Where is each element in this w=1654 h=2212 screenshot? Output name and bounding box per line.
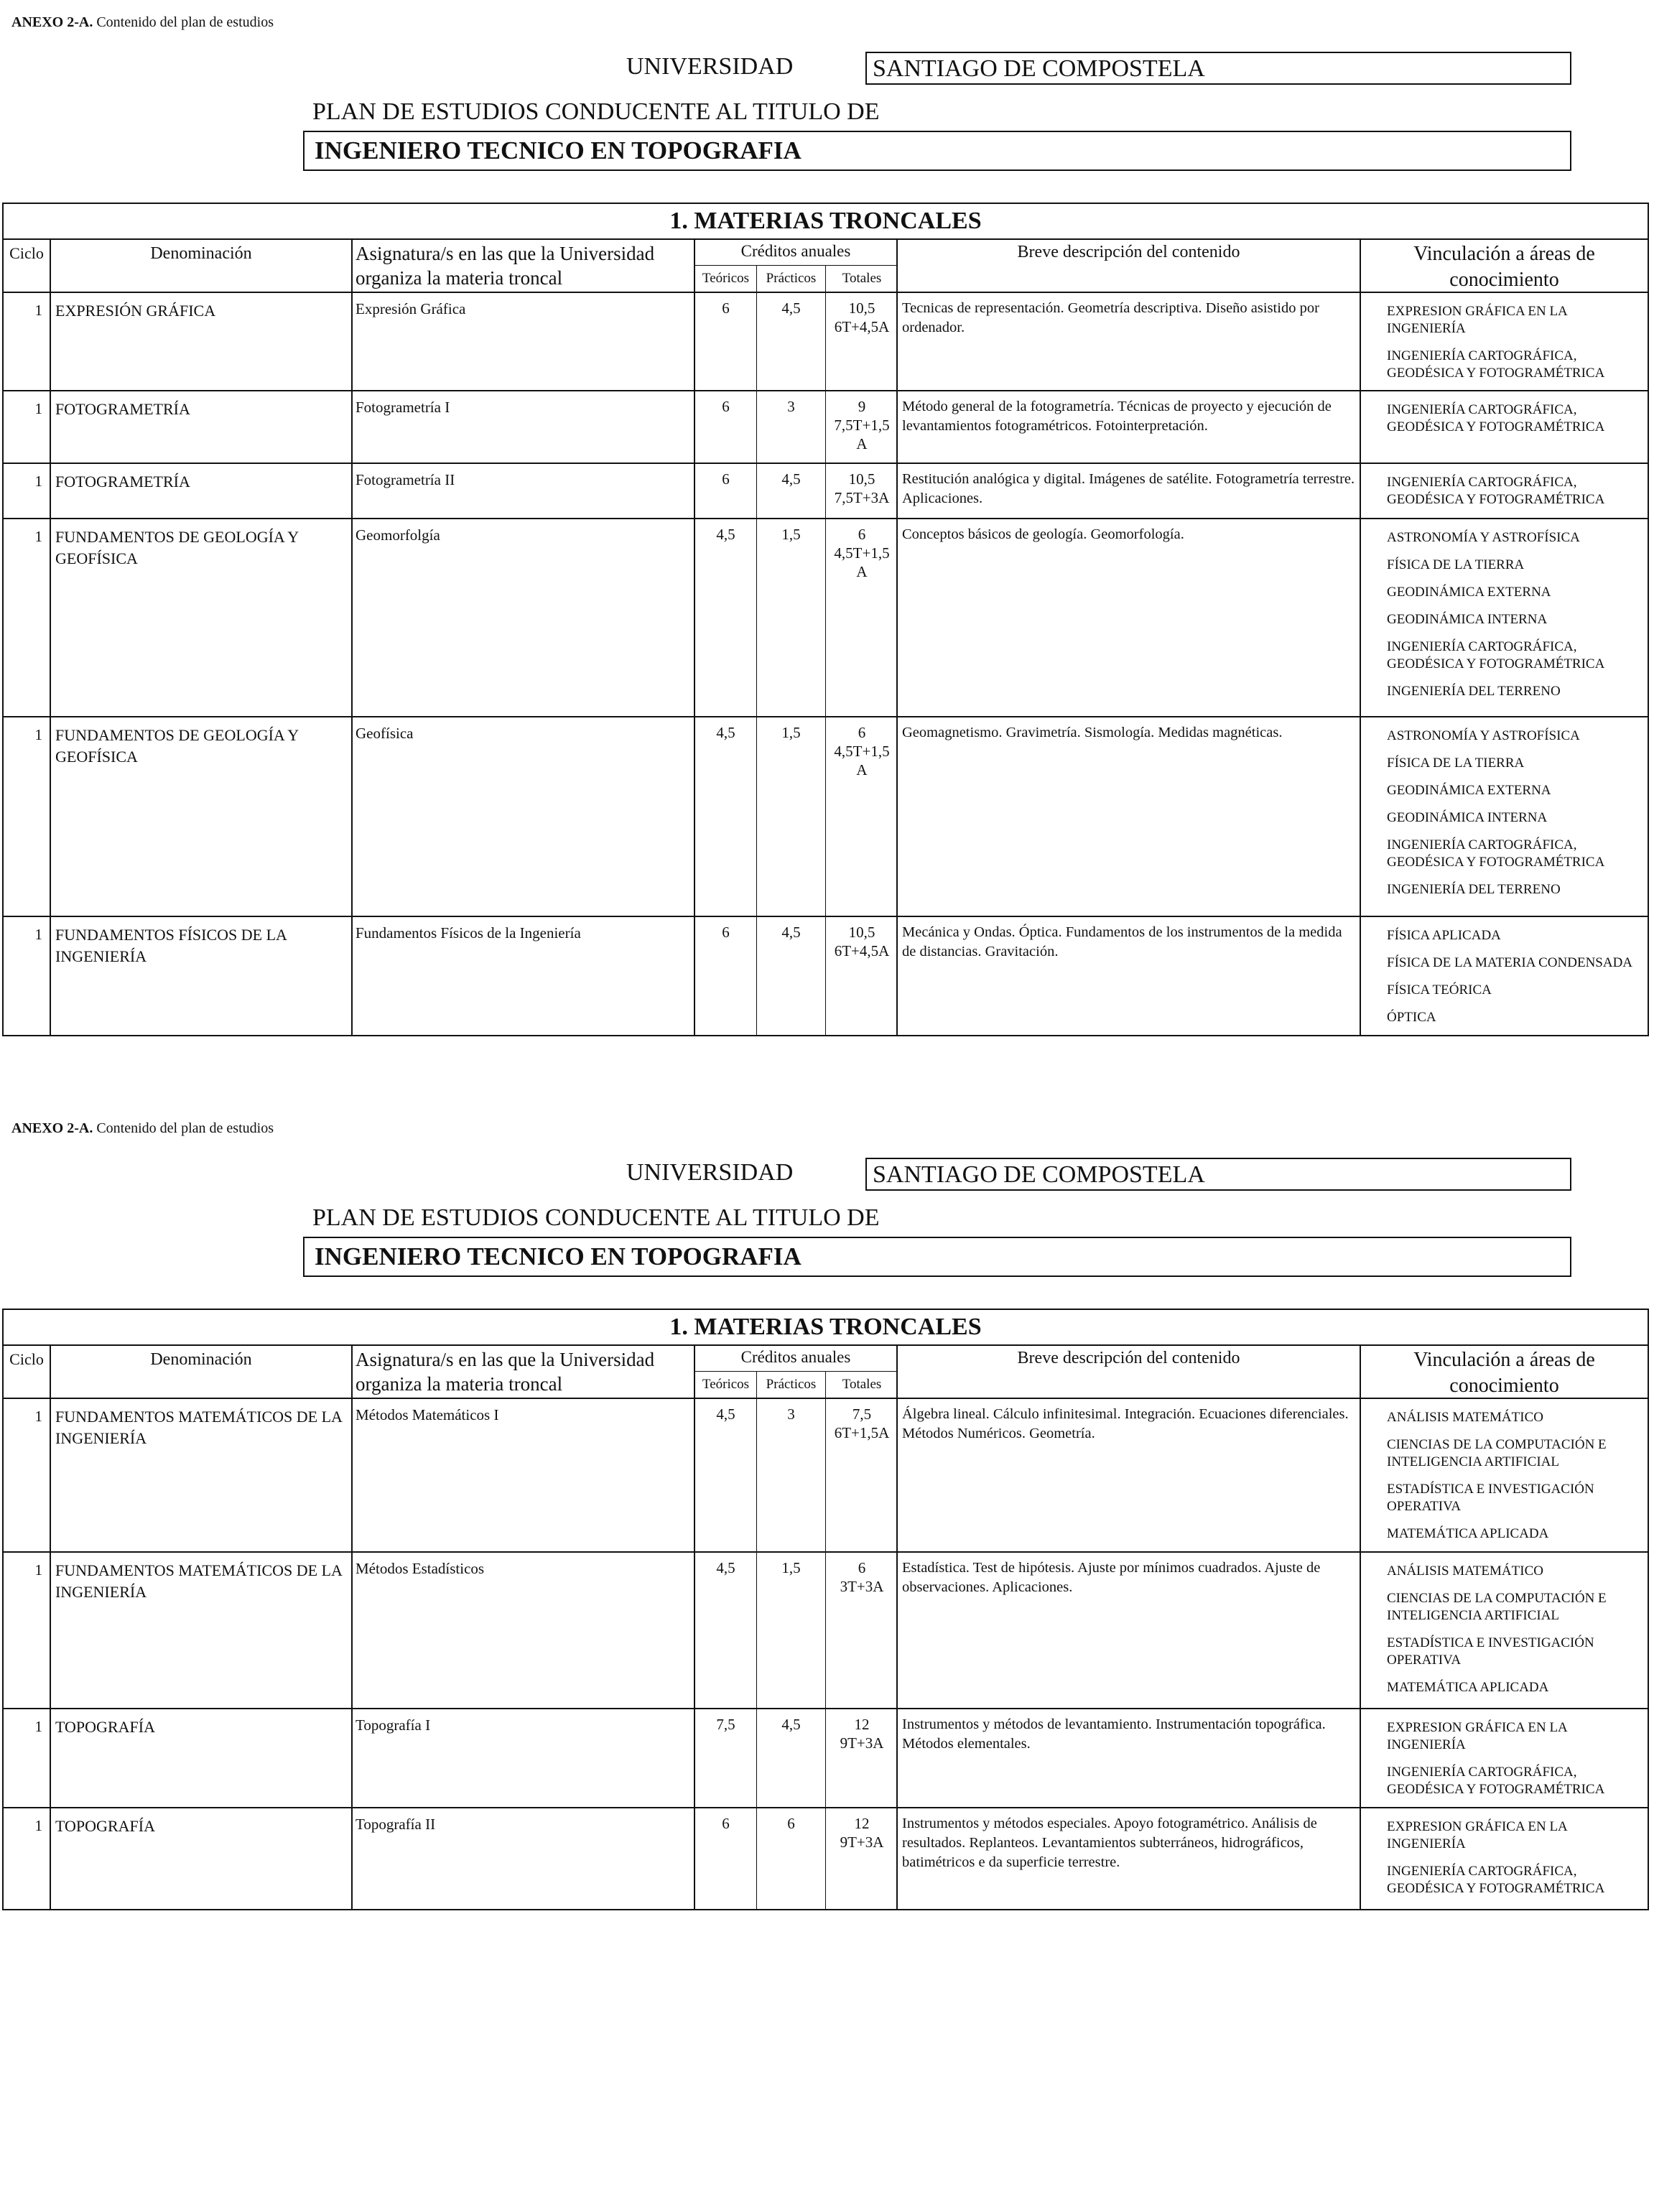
cell-descripcion: Restitución analógica y digital. Imágenes de satélite. Fotogrametría terrestre. Aplicaciones. (898, 464, 1361, 518)
knowledge-area: FÍSICA TEÓRICA (1387, 982, 1492, 998)
cell-asignatura: Fundamentos Físicos de la Ingeniería (353, 917, 695, 1035)
header-denominacion: Denominación (51, 240, 353, 292)
cell-practicos: 1,5 (757, 717, 826, 916)
table-header (4, 1346, 1648, 1399)
header-denominacion: Denominación (51, 1346, 353, 1398)
knowledge-area: INGENIERÍA CARTOGRÁFICA, GEODÉSICA Y FOTOGRAMÉTRICA (1387, 1765, 1605, 1797)
annex-heading (11, 1120, 274, 1137)
cell-ciclo: 1 (4, 917, 51, 1035)
header-asignatura: Asignatura/s en las que la Universidad organiza la materia troncal (353, 240, 695, 292)
cell-denominacion: FUNDAMENTOS DE GEOLOGÍA Y GEOFÍSICA (51, 717, 353, 916)
knowledge-area: INGENIERÍA CARTOGRÁFICA, GEODÉSICA Y FOTOGRAMÉTRICA (1387, 639, 1605, 672)
cell-teoricos: 6 (695, 1808, 757, 1909)
cell-vinculacion (1361, 1399, 1648, 1551)
cell-denominacion: FUNDAMENTOS DE GEOLOGÍA Y GEOFÍSICA (51, 519, 353, 716)
cell-creditos (695, 1553, 898, 1708)
cell-totales: 7,5 6T+1,5A (834, 1405, 890, 1441)
cell-asignatura: Geofísica (353, 717, 695, 916)
knowledge-area: FÍSICA DE LA TIERRA (1387, 756, 1525, 771)
cell-totales: 12 9T+3A (840, 1716, 884, 1752)
header-vinculacion: Vinculación a áreas de conocimiento (1413, 243, 1595, 291)
cell-descripcion: Geomagnetismo. Gravimetría. Sismología. Medidas magnéticas. (898, 717, 1361, 916)
cell-descripcion: Álgebra lineal. Cálculo infinitesimal. Integración. Ecuaciones diferenciales. Métodos Numéricos. Geometría. (898, 1399, 1361, 1551)
university-label: UNIVERSIDAD (626, 1159, 794, 1186)
cell-totales: 10,5 6T+4,5A (834, 924, 890, 959)
annex-number: ANEXO 2-A. (11, 1120, 93, 1136)
header-creditos (695, 240, 898, 292)
cell-asignatura: Topografía I (353, 1709, 695, 1807)
table-row (4, 464, 1648, 519)
cell-descripcion: Conceptos básicos de geología. Geomorfología. (898, 519, 1361, 716)
cell-vinculacion (1361, 391, 1648, 463)
header-creditos-anuales: Créditos anuales (695, 1346, 896, 1372)
header-practicos: Prácticos (757, 266, 826, 292)
cell-totales: 6 4,5T+1,5 A (834, 724, 890, 779)
knowledge-area: MATEMÁTICA APLICADA (1387, 1526, 1549, 1541)
cell-descripcion: Mecánica y Ondas. Óptica. Fundamentos de los instrumentos de la medida de distancias. Gravitación. (898, 917, 1361, 1035)
cell-practicos: 4,5 (757, 464, 826, 518)
cell-teoricos: 4,5 (695, 1399, 757, 1551)
cell-creditos (695, 519, 898, 716)
knowledge-area: FÍSICA APLICADA (1387, 928, 1501, 943)
knowledge-area: ÓPTICA (1387, 1010, 1436, 1025)
header-totales: Totales (842, 271, 882, 286)
cell-creditos (695, 1399, 898, 1551)
cell-vinculacion (1361, 1553, 1648, 1708)
cell-ciclo: 1 (4, 1808, 51, 1909)
cell-practicos: 4,5 (757, 1709, 826, 1807)
cell-teoricos: 4,5 (695, 1553, 757, 1708)
header-asignatura: Asignatura/s en las que la Universidad organiza la materia troncal (353, 1346, 695, 1398)
cell-teoricos: 4,5 (695, 717, 757, 916)
knowledge-area: CIENCIAS DE LA COMPUTACIÓN E INTELIGENCIA ARTIFICIAL (1387, 1437, 1607, 1469)
table-title: 1. MATERIAS TRONCALES (4, 204, 1648, 240)
knowledge-area: CIENCIAS DE LA COMPUTACIÓN E INTELIGENCIA ARTIFICIAL (1387, 1591, 1607, 1623)
cell-asignatura: Geomorfolgía (353, 519, 695, 716)
cell-vinculacion (1361, 1709, 1648, 1807)
degree-title-field: INGENIERO TECNICO EN TOPOGRAFIA (303, 1237, 1571, 1277)
cell-denominacion: FUNDAMENTOS MATEMÁTICOS DE LA INGENIERÍA (51, 1553, 353, 1708)
cell-totales: 10,5 7,5T+3A (834, 470, 890, 506)
cell-teoricos: 4,5 (695, 519, 757, 716)
cell-practicos: 4,5 (757, 917, 826, 1035)
header-ciclo: Ciclo (4, 240, 51, 292)
cell-asignatura: Fotogrametría I (353, 391, 695, 463)
cell-descripcion: Instrumentos y métodos especiales. Apoyo fotogramétrico. Análisis de resultados. Replanteos. Levantamientos subterráneos, hidrográficos, batimétricos e da superficie terrestre. (898, 1808, 1361, 1909)
cell-vinculacion (1361, 519, 1648, 716)
header-teoricos: Teóricos (695, 1372, 757, 1398)
knowledge-area: GEODINÁMICA INTERNA (1387, 810, 1548, 825)
troncales-table (2, 203, 1649, 1036)
knowledge-area: EXPRESION GRÁFICA EN LA INGENIERÍA (1387, 304, 1567, 336)
knowledge-area: GEODINÁMICA INTERNA (1387, 612, 1548, 627)
plan-label: PLAN DE ESTUDIOS CONDUCENTE AL TITULO DE (312, 98, 880, 125)
cell-creditos (695, 1808, 898, 1909)
cell-denominacion: TOPOGRAFÍA (51, 1808, 353, 1909)
cell-creditos (695, 293, 898, 390)
knowledge-area: GEODINÁMICA EXTERNA (1387, 585, 1551, 600)
knowledge-area: INGENIERÍA CARTOGRÁFICA, GEODÉSICA Y FOTOGRAMÉTRICA (1387, 475, 1605, 507)
cell-teoricos: 7,5 (695, 1709, 757, 1807)
annex-description: Contenido del plan de estudios (96, 1120, 274, 1136)
cell-denominacion: FUNDAMENTOS MATEMÁTICOS DE LA INGENIERÍA (51, 1399, 353, 1551)
cell-asignatura: Métodos Estadísticos (353, 1553, 695, 1708)
cell-practicos: 3 (757, 1399, 826, 1551)
cell-vinculacion (1361, 293, 1648, 390)
degree-title-field: INGENIERO TECNICO EN TOPOGRAFIA (303, 131, 1571, 171)
cell-descripcion: Estadística. Test de hipótesis. Ajuste por mínimos cuadrados. Ajuste de observaciones. Aplicaciones. (898, 1553, 1361, 1708)
cell-asignatura: Expresión Gráfica (353, 293, 695, 390)
cell-vinculacion (1361, 717, 1648, 916)
cell-teoricos: 6 (695, 391, 757, 463)
knowledge-area: FÍSICA DE LA MATERIA CONDENSADA (1387, 955, 1633, 970)
knowledge-area: GEODINÁMICA EXTERNA (1387, 783, 1551, 798)
troncales-table (2, 1309, 1649, 1910)
knowledge-area: FÍSICA DE LA TIERRA (1387, 557, 1525, 572)
table-row (4, 1553, 1648, 1709)
table-row (4, 717, 1648, 917)
cell-practicos: 3 (757, 391, 826, 463)
cell-totales: 6 4,5T+1,5 A (834, 526, 890, 580)
annex-number: ANEXO 2-A. (11, 14, 93, 30)
cell-asignatura: Topografía II (353, 1808, 695, 1909)
knowledge-area: INGENIERÍA DEL TERRENO (1387, 882, 1561, 897)
cell-descripcion: Instrumentos y métodos de levantamiento. Instrumentación topográfica. Métodos elementales. (898, 1709, 1361, 1807)
cell-creditos (695, 1709, 898, 1807)
cell-creditos (695, 717, 898, 916)
cell-practicos: 1,5 (757, 519, 826, 716)
table-row (4, 293, 1648, 391)
table-row (4, 1709, 1648, 1808)
cell-ciclo: 1 (4, 717, 51, 916)
cell-ciclo: 1 (4, 391, 51, 463)
header-descripcion: Breve descripción del contenido (898, 1346, 1361, 1398)
university-name-field: SANTIAGO DE COMPOSTELA (865, 1158, 1571, 1191)
cell-vinculacion (1361, 917, 1648, 1035)
annex-description: Contenido del plan de estudios (96, 14, 274, 30)
university-label: UNIVERSIDAD (626, 53, 794, 80)
knowledge-area: INGENIERÍA DEL TERRENO (1387, 684, 1561, 699)
plan-label: PLAN DE ESTUDIOS CONDUCENTE AL TITULO DE (312, 1204, 880, 1231)
cell-totales: 10,5 6T+4,5A (834, 299, 890, 335)
cell-denominacion: FOTOGRAMETRÍA (51, 464, 353, 518)
cell-denominacion: FOTOGRAMETRÍA (51, 391, 353, 463)
header-creditos-anuales: Créditos anuales (695, 240, 896, 266)
cell-teoricos: 6 (695, 293, 757, 390)
cell-asignatura: Métodos Matemáticos I (353, 1399, 695, 1551)
cell-denominacion: FUNDAMENTOS FÍSICOS DE LA INGENIERÍA (51, 917, 353, 1035)
table-title: 1. MATERIAS TRONCALES (4, 1310, 1648, 1346)
knowledge-area: INGENIERÍA CARTOGRÁFICA, GEODÉSICA Y FOTOGRAMÉTRICA (1387, 837, 1605, 870)
knowledge-area: ESTADÍSTICA E INVESTIGACIÓN OPERATIVA (1387, 1482, 1594, 1514)
knowledge-area: INGENIERÍA CARTOGRÁFICA, GEODÉSICA Y FOTOGRAMÉTRICA (1387, 1864, 1605, 1896)
knowledge-area: EXPRESION GRÁFICA EN LA INGENIERÍA (1387, 1819, 1567, 1851)
cell-vinculacion (1361, 1808, 1648, 1909)
cell-creditos (695, 464, 898, 518)
cell-totales: 9 7,5T+1,5 A (834, 398, 890, 452)
knowledge-area: ESTADÍSTICA E INVESTIGACIÓN OPERATIVA (1387, 1635, 1594, 1668)
cell-ciclo: 1 (4, 1553, 51, 1708)
cell-practicos: 4,5 (757, 293, 826, 390)
knowledge-area: ANÁLISIS MATEMÁTICO (1387, 1563, 1543, 1579)
cell-ciclo: 1 (4, 1709, 51, 1807)
cell-practicos: 6 (757, 1808, 826, 1909)
cell-teoricos: 6 (695, 464, 757, 518)
cell-totales: 6 3T+3A (840, 1559, 884, 1595)
knowledge-area: ANÁLISIS MATEMÁTICO (1387, 1410, 1543, 1425)
annex-heading (11, 14, 274, 31)
header-descripcion: Breve descripción del contenido (898, 240, 1361, 292)
table-row (4, 1808, 1648, 1909)
cell-ciclo: 1 (4, 1399, 51, 1551)
knowledge-area: ASTRONOMÍA Y ASTROFÍSICA (1387, 728, 1580, 743)
header-teoricos: Teóricos (695, 266, 757, 292)
cell-practicos: 1,5 (757, 1553, 826, 1708)
knowledge-area: MATEMÁTICA APLICADA (1387, 1680, 1549, 1695)
page-section-2 (0, 1106, 1654, 2212)
cell-ciclo: 1 (4, 519, 51, 716)
knowledge-area: ASTRONOMÍA Y ASTROFÍSICA (1387, 530, 1580, 545)
table-row (4, 1399, 1648, 1553)
cell-asignatura: Fotogrametría II (353, 464, 695, 518)
cell-denominacion: TOPOGRAFÍA (51, 1709, 353, 1807)
cell-teoricos: 6 (695, 917, 757, 1035)
cell-creditos (695, 391, 898, 463)
cell-totales: 12 9T+3A (840, 1815, 884, 1851)
header-vinculacion: Vinculación a áreas de conocimiento (1413, 1349, 1595, 1397)
header-ciclo: Ciclo (4, 1346, 51, 1398)
cell-denominacion: EXPRESIÓN GRÁFICA (51, 293, 353, 390)
cell-vinculacion (1361, 464, 1648, 518)
header-practicos: Prácticos (757, 1372, 826, 1398)
knowledge-area: EXPRESION GRÁFICA EN LA INGENIERÍA (1387, 1720, 1567, 1752)
header-creditos (695, 1346, 898, 1398)
cell-ciclo: 1 (4, 464, 51, 518)
table-row (4, 391, 1648, 464)
table-row (4, 519, 1648, 717)
cell-descripcion: Método general de la fotogrametría. Técnicas de proyecto y ejecución de levantamientos fotogramétricos. Fotointerpretación. (898, 391, 1361, 463)
knowledge-area: INGENIERÍA CARTOGRÁFICA, GEODÉSICA Y FOTOGRAMÉTRICA (1387, 348, 1605, 381)
cell-creditos (695, 917, 898, 1035)
table-header (4, 240, 1648, 293)
cell-descripcion: Tecnicas de representación. Geometría descriptiva. Diseño asistido por ordenador. (898, 293, 1361, 390)
header-totales: Totales (842, 1377, 882, 1392)
knowledge-area: INGENIERÍA CARTOGRÁFICA, GEODÉSICA Y FOTOGRAMÉTRICA (1387, 402, 1605, 434)
university-name-field: SANTIAGO DE COMPOSTELA (865, 52, 1571, 85)
table-row (4, 917, 1648, 1035)
cell-ciclo: 1 (4, 293, 51, 390)
